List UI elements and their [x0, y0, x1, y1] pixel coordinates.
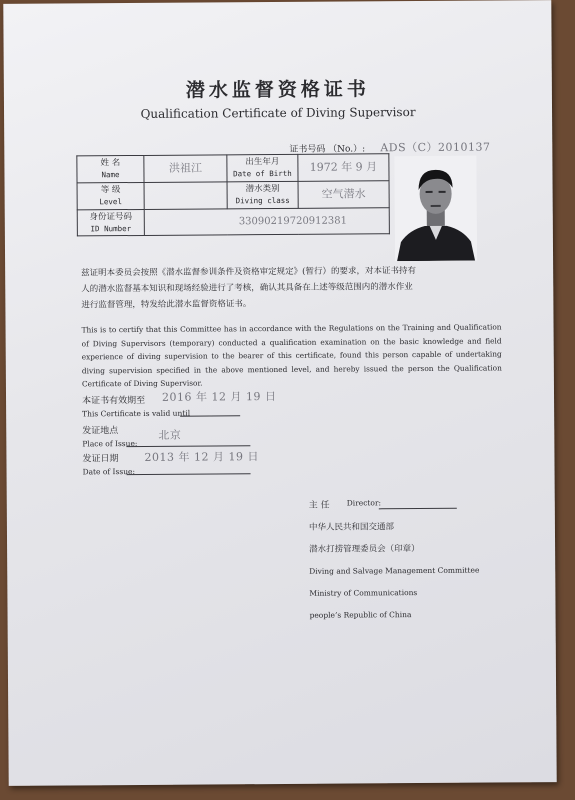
- level-label-cn: 等 级: [100, 185, 121, 196]
- id-label-cn: 身份证号码: [89, 211, 133, 222]
- level-label-en: Level: [99, 197, 122, 207]
- level-label-cell: [77, 182, 144, 209]
- holder-photo: [394, 156, 477, 262]
- class-label-en: Diving class: [235, 195, 290, 206]
- statement-cn-line: 人的潜水监督基本知识和现场经验进行了考核，确认其具备在上述等级范围内的潜水作业: [81, 282, 413, 295]
- class-label-cn: 潜水类别: [245, 183, 280, 195]
- name-label-en: Name: [101, 170, 120, 180]
- place-label-en: Place of Issue:: [82, 438, 138, 449]
- dob-label-en: Date of Birth: [233, 168, 292, 179]
- place-value: 北京: [158, 428, 182, 442]
- statement-cn-line: 兹证明本委员会按照《潜水监督参训条件及资格审定规定》(暂行）的要求，对本证书持有: [81, 266, 417, 279]
- valid-until-label-cn: 本证书有效期至: [82, 395, 146, 407]
- level-value: [144, 182, 227, 210]
- dob-label-cell: [227, 154, 298, 181]
- issuer-ministry-cn: 中华人民共和国交通部: [308, 522, 394, 533]
- valid-until-underline: [180, 415, 240, 416]
- statement-cn-line: 进行监督管理，特发给此潜水监督资格证书。: [81, 299, 252, 311]
- issuer-committee-en: Diving and Salvage Management Committee: [309, 565, 480, 576]
- director-signature-line: [379, 508, 457, 510]
- issuer-ministry-en: Ministry of Communications: [309, 588, 418, 598]
- certificate-title-en: Qualification Certificate of Diving Supervisor: [140, 105, 416, 121]
- certificate-paper: [3, 0, 556, 786]
- name-value: 洪祖江: [144, 155, 227, 183]
- certificate-title-cn: 潜水监督资格证书: [185, 78, 370, 102]
- date-value: 2013 年 12 月 19 日: [144, 450, 259, 464]
- director-label-en: Director:: [346, 498, 382, 508]
- valid-until-value: 2016 年 12 月 19 日: [161, 390, 277, 404]
- name-label-cell: [77, 155, 144, 182]
- issuer-committee-cn: 潜水打捞管理委员会（印章）: [309, 544, 420, 555]
- id-value: 33090219720912381: [144, 208, 389, 236]
- date-underline: [127, 473, 251, 475]
- place-label-cn: 发证地点: [82, 426, 119, 437]
- valid-until-label-en: This Certificate is valid until: [82, 408, 191, 419]
- date-label-en: Date of Issue:: [82, 467, 136, 477]
- cert-number-label: 证书号码 （No.）:: [289, 144, 366, 155]
- cert-number-value: ADS（C）2010137: [380, 140, 491, 155]
- place-underline: [126, 445, 250, 447]
- statement-en: This is to certify that this Committee has in accordance with the Regulations on the Training and Qualification of Diving Supervisors (temporary) conducted a qualification examination on the basic knowledge and field experience of diving supervision to the bearer of this certificate, found this person capable of undertaking diving supervision specified in the above mentioned level, and hereby issued the person the Qualification Certificate of Diving Supervisor.: [81, 322, 502, 389]
- date-label-cn: 发证日期: [82, 454, 119, 465]
- id-label-en: ID Number: [90, 223, 132, 233]
- dob-value: 1972 年 9 月: [298, 154, 389, 182]
- id-label-cell: [77, 209, 144, 235]
- statement-cn: [81, 262, 501, 313]
- holder-info-table: [76, 153, 390, 236]
- name-label-cn: 姓 名: [100, 158, 121, 169]
- class-value: 空气潜水: [298, 181, 389, 209]
- class-label-cell: [227, 181, 298, 208]
- director-label-cn: 主 任: [308, 500, 330, 511]
- dob-label-cn: 出生年月: [245, 156, 280, 168]
- issuer-country-en: people’s Republic of China: [309, 610, 412, 620]
